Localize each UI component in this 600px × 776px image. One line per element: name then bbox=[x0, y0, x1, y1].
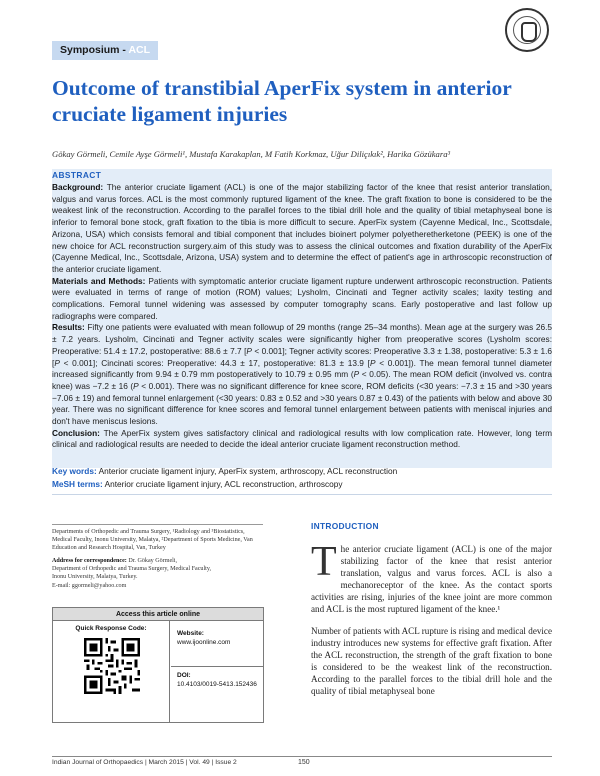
doi-cell bbox=[177, 671, 257, 689]
banner-section: Symposium bbox=[60, 44, 120, 56]
journal-footer: Indian Journal of Orthopaedics | March 2015 | Vol. 49 | Issue 2 bbox=[52, 759, 237, 766]
corr-name: Dr. Gökay Görmeli, bbox=[128, 558, 178, 565]
mesh-value: Anterior cruciate ligament injury, ACL reconstruction, arthroscopy bbox=[104, 479, 343, 489]
qr-code-icon[interactable] bbox=[84, 638, 140, 694]
abstract-heading: ABSTRACT bbox=[52, 170, 102, 180]
access-box bbox=[52, 607, 264, 723]
intro-paragraph-1 bbox=[311, 539, 552, 615]
results-part: < 0.001). There was no significant difference for knee score, ROM deficits (<30 years: −7.3 ± 15 and >30 years −7.06 ± 19) and femoral tunnel enlargement (<30 years: 0.83 ± 0.52 and >30 years 0.87 ± 0.43) of the patients with below and above 30 year. There was no significant difference for knee scores and femoral tunnel enlargement between patients with meniscal injuries and don't have meniscus lesions. bbox=[52, 380, 552, 427]
results-part: < 0.001]; Tegner activity scores: Preoperative 3.3 ± 1.38, postoperative: 5.3 ± 1.6 [ bbox=[52, 345, 552, 368]
access-heading: Access this article online bbox=[53, 608, 263, 621]
journal-seal-logo bbox=[505, 8, 549, 52]
section-banner bbox=[52, 41, 158, 60]
keywords-line bbox=[52, 466, 552, 478]
banner-separator: - bbox=[119, 44, 129, 56]
access-info bbox=[171, 621, 263, 722]
affiliation-divider bbox=[52, 524, 263, 525]
abstract-results bbox=[52, 322, 552, 427]
p-symbol: P bbox=[369, 357, 376, 368]
background-label: Background: bbox=[52, 182, 104, 192]
keywords-label: Key words: bbox=[52, 466, 97, 476]
introduction-heading: INTRODUCTION bbox=[311, 521, 379, 531]
drop-cap: T bbox=[311, 539, 337, 585]
p-symbol: P bbox=[133, 380, 139, 391]
abstract-conclusion bbox=[52, 428, 552, 451]
article-title: Outcome of transtibial AperFix system in anterior cruciate ligament injuries bbox=[52, 76, 512, 126]
p-symbol: P bbox=[353, 369, 360, 380]
qr-label: Quick Response Code: bbox=[75, 625, 147, 632]
website-cell bbox=[177, 629, 230, 647]
website-label: Website: bbox=[177, 630, 204, 637]
departments: Departments of Orthopedic and Trauma Surgery, ¹Radiology and ³Biostatistics, Medical Faculty, Inonu University, Malatya, ²Department of Sports Medicine, Van Education and Research Hospital, Van, Turkey bbox=[52, 529, 253, 552]
results-label: Results: bbox=[52, 322, 85, 333]
mesh-line bbox=[52, 479, 552, 491]
footer-divider bbox=[52, 756, 552, 757]
intro-paragraph-2: Number of patients with ACL rupture is rising and medical device industry introduces new systems for effective graft fixation. After the ACL reconstruction, the strength of the graft fixation to bone is considered to be the weakest link of the reconstruction. According to the parallel forces to the tibial drill hole and the quality of tibial metaphyseal bone bbox=[311, 626, 552, 696]
corr-email[interactable]: E-mail: ggormeli@yahoo.com bbox=[52, 582, 127, 589]
website-link[interactable]: www.ijoonline.com bbox=[177, 639, 231, 646]
results-part: < 0.001]; Cincinati scores: Preoperative: 44.3 ± 17, postoperative: 81.3 ± 13.9 [ bbox=[59, 357, 370, 368]
p-symbol: P bbox=[246, 345, 252, 356]
corr-univ: Inonu University, Malatya, Turkey. bbox=[52, 574, 138, 581]
methods-label: Materials and Methods: bbox=[52, 275, 146, 286]
results-part: Fifty one patients were evaluated with mean followup of 29 months (range 25–34 months). Mean age at the surgery was 26.5 ± 7.2 years. Lysholm, Cincinati and Tegner activity scales were significantly higher from preoperative scores (Lysholm scores: Preoperative: 51.4 ± 17.2, postoperative: 88.6 ± 7.7 [ bbox=[52, 322, 552, 356]
author-list: Gökay Görmeli, Cemile Ayşe Görmeli¹, Mustafa Karakaplan, M Fatih Korkmaz, Uğur Diliçıkık², Harika Gözükara³ bbox=[52, 149, 451, 159]
conclusion-text: The AperFix system gives satisfactory clinical and radiological results with low complication rate. However, long term clinical and radiological results are needed to decide the ideal anterior cruciate ligament reconstruction method. bbox=[52, 427, 553, 450]
background-text: The anterior cruciate ligament (ACL) is one of the major stabilizing factor of the knee that resist anterior translation, valgus and varus forces. ACL is the most commonly ruptured ligament of the knee. The graft fixation to bone is considered to be the weakest link of the reconstruction. According to the parallel forces to the tibial drill hole and the quality of tibial metaphyseal bone is inferior to femoral bone stock, graft fixation to the tibia is more difficult to secure. AperFix system (Cayenne Medical, Inc., Scottsdale, Arizona, USA) which consists femoral and tibial component that includes bioinert polymer polyetheretherketone (PEEK) is one of the new choice for ACL reconstruction surgery.aim of this study was to assess the clinical outcomes and fixation durability of the AperFix (Cayenne Medical, Inc., Scottsdale, Arizona, USA) system and to determine the effect of patient's age in arthroscopic reconstruction of the anterior cruciate ligament. bbox=[52, 182, 553, 274]
doi-value[interactable]: 10.4103/0019-5413.152436 bbox=[177, 681, 257, 688]
mesh-label: MeSH terms: bbox=[52, 479, 103, 489]
page-number: 150 bbox=[298, 759, 310, 766]
doi-label: DOI: bbox=[177, 672, 191, 679]
introduction-body bbox=[311, 539, 552, 707]
intro-p1-text: he anterior cruciate ligament (ACL) is one of the major stabilizing factor of the knee that resist anterior translation, valgus and varus forces. ACL is also a mechanoreceptor of the knee. As the contact sports activities are rising, injuries of the knee joint are more common and ACL is the most ruptured ligament of the knee.¹ bbox=[311, 544, 552, 614]
methods-text: Patients with symptomatic anterior cruciate ligament rupture underwent arthroscopic reconstruction. Patients were evaluated in terms of range of motion (ROM) values; Lysholm, Cincinati and Tegner activity scales; laxity testing and complications. Femoral tunnel widening was assessed by computer tomography scans. Early postoperative and last follow up radiographs were compared. bbox=[52, 275, 553, 321]
p-symbol: P bbox=[54, 357, 60, 368]
conclusion-label: Conclusion: bbox=[52, 427, 100, 438]
corr-dept: Department of Orthopedic and Trauma Surgery, Medical Faculty, bbox=[52, 566, 212, 573]
banner-topic: ACL bbox=[128, 44, 151, 56]
results-part: < 0.001]). The mean femoral tunnel diameter increased significantly from 9.94 ± 0.79 mm postoperatively to 10.79 ± 0.95 mm ( bbox=[52, 357, 552, 380]
abstract-body bbox=[52, 182, 552, 451]
qr-cell bbox=[53, 621, 170, 722]
keywords-divider bbox=[52, 494, 552, 495]
results-part: < 0.05). The mean ROM deficit (involved vs. contra knee) was −7.2 ± 16 ( bbox=[52, 369, 552, 391]
access-divider bbox=[171, 666, 263, 667]
affiliations bbox=[52, 528, 266, 590]
keywords-value: Anterior cruciate ligament injury, AperFix system, arthroscopy, ACL reconstruction bbox=[98, 466, 398, 476]
abstract-methods bbox=[52, 276, 552, 323]
corr-label: Address for correspondence: bbox=[52, 558, 127, 565]
abstract-background bbox=[52, 182, 552, 276]
